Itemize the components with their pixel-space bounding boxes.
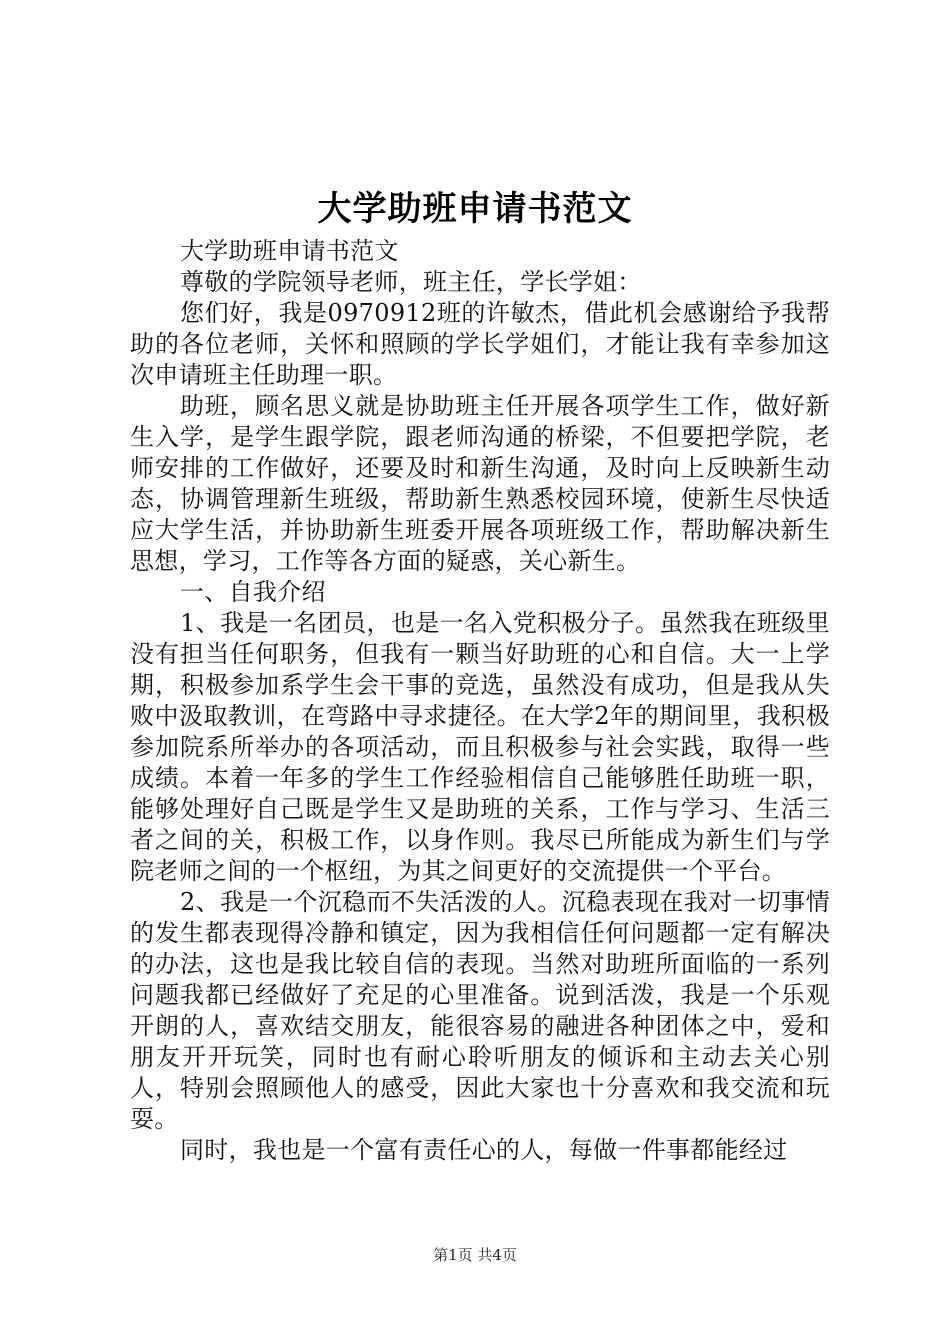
paragraph-salutation: 尊敬的学院领导老师，班主任，学长学姐： (180, 268, 642, 296)
paragraph-heading-repeat: 大学助班申请书范文 (180, 237, 399, 265)
paragraph-role-description: 助班，顾名思义就是协助班主任开展各项学生工作，做好新生入学，是学生跟学院，跟老师沟通的桥梁，不但要把学院，老师安排的工作做好，还要及时和新生沟通，及时向上反映新生动态，协调管理新生班级，帮助新生熟悉校园环境，使新生尽快适应大学生活，并协助新生班委开展各项班级工作，帮助解决新生思想，学习，工作等各方面的疑惑，关心新生。 (130, 392, 830, 575)
document-title: 大学助班申请书范文 (317, 189, 633, 229)
paragraph-point-1: 1、我是一名团员，也是一名入党积极分子。虽然我在班级里没有担当任何职务，但我有一颗当好助班的心和自信。大一上学期，积极参加系学生会干事的竞选，虽然没有成功，但是我从失败中汲取教训，在弯路中寻求捷径。在大学2年的期间里，我积极参加院系所举办的各项活动，而且积极参与社会实践，取得一些成绩。本着一年多的学生工作经验相信自己能够胜任助班一职，能够处理好自己既是学生又是助班的关系，工作与学习、生活三者之间的关，积极工作，以身作则。我尽已所能成为新生们与学院老师之间的一个枢纽，为其之间更好的交流提供一个平台。 (130, 609, 830, 885)
paragraph-point-2: 2、我是一个沉稳而不失活泼的人。沉稳表现在我对一切事情的发生都表现得冷静和镇定，因为我相信任何问题都一定有解决的办法，这也是我比较自信的表现。当然对助班所面临的一系列问题我都已经做好了充足的心里准备。说到活泼，我是一个乐观开朗的人，喜欢结交朋友，能很容易的融进各种团体之中，爱和朋友开开玩笑，同时也有耐心聆听朋友的倾诉和主动去关心别人，特别会照顾他人的感受，因此大家也十分喜欢和我交流和玩耍。 (130, 888, 830, 1133)
page-footer: 第1页 共4页 (433, 1246, 517, 1264)
document-body (130, 236, 830, 1166)
paragraph-greeting: 您们好，我是0970912班的许敏杰，借此机会感谢给予我帮助的各位老师，关怀和照顾的学长学姐们，才能让我有幸参加这次申请班主任助理一职。 (130, 299, 830, 389)
paragraph-responsibility: 同时，我也是一个富有责任心的人，每做一件事都能经过 (180, 1136, 788, 1164)
paragraph-section-heading: 一、自我介绍 (180, 578, 326, 606)
